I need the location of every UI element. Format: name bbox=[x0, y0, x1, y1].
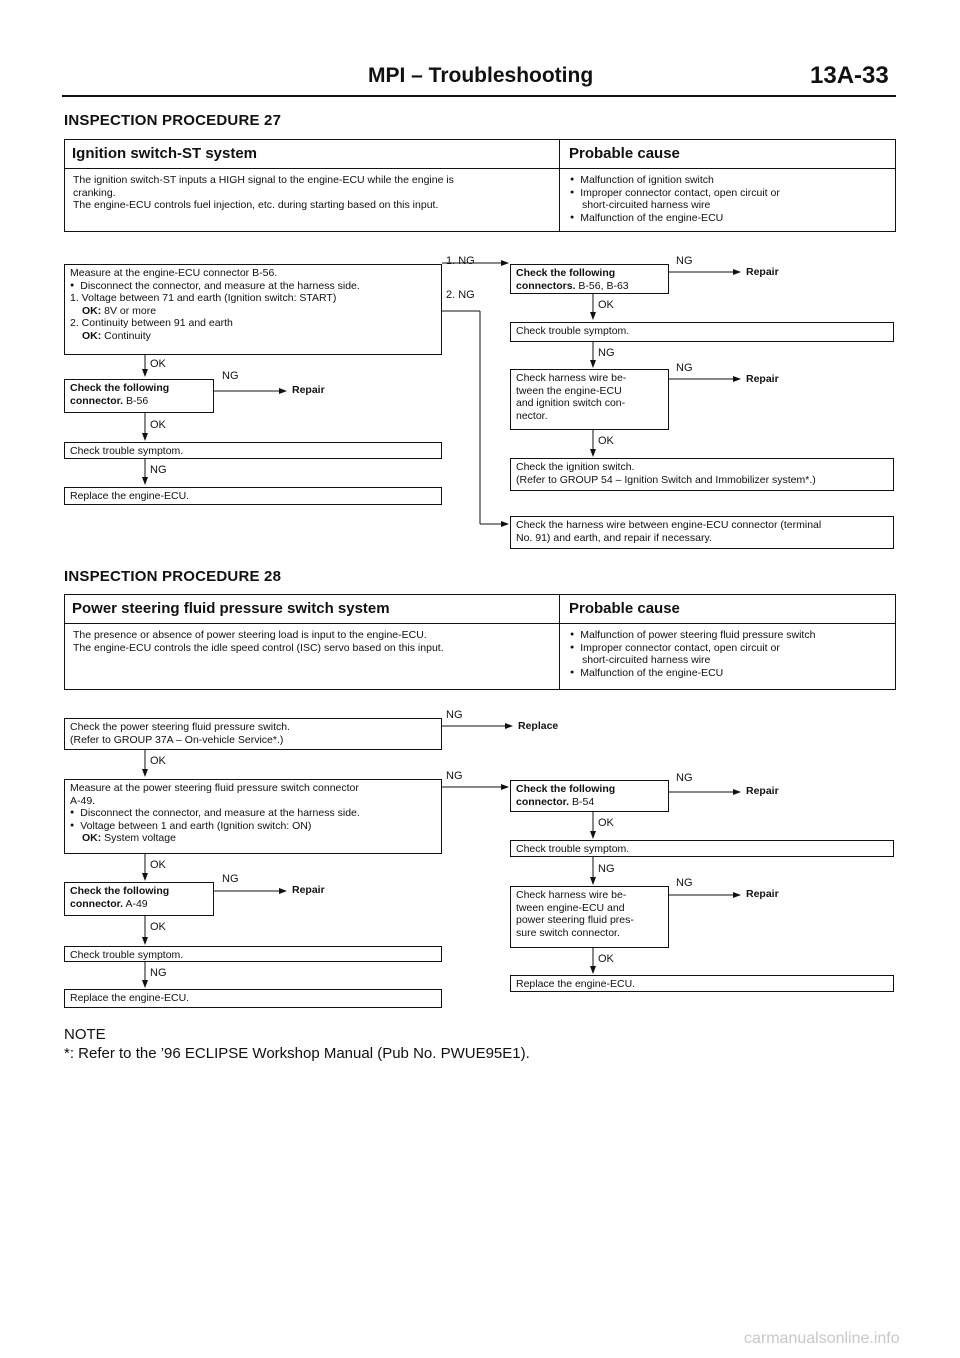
procedure-27-heading: INSPECTION PROCEDURE 27 bbox=[64, 112, 282, 129]
right-check-harness-28: Check harness wire be- tween engine-ECU and power steering fluid pres- sure switch connector. bbox=[510, 886, 669, 948]
replace-ecu-box-27: Replace the engine-ECU. bbox=[64, 487, 442, 505]
watermark: carmanualsonline.info bbox=[744, 1330, 900, 1347]
procedure-28-table bbox=[64, 594, 896, 690]
replace-ecu-box-28: Replace the engine-ECU. bbox=[64, 989, 442, 1008]
page-header-title: MPI – Troubleshooting bbox=[368, 64, 594, 87]
label-ng: NG bbox=[676, 772, 693, 784]
label-ok: OK bbox=[150, 755, 166, 767]
repair-label: Repair bbox=[746, 373, 779, 385]
right-check-harness-27: Check harness wire be- tween the engine-ECU and ignition switch con- nector. bbox=[510, 369, 669, 430]
repair-label: Repair bbox=[292, 884, 325, 896]
label-ok: OK bbox=[150, 419, 166, 431]
label-ng: NG bbox=[446, 770, 463, 782]
label-ng-1: 1. NG bbox=[446, 255, 475, 267]
label-ok: OK bbox=[598, 817, 614, 829]
label-ng: NG bbox=[446, 709, 463, 721]
cause-title: Probable cause bbox=[569, 600, 680, 617]
label-ng: NG bbox=[598, 347, 615, 359]
check-trouble-box-28: Check trouble symptom. bbox=[64, 946, 442, 962]
repair-label: Repair bbox=[746, 785, 779, 797]
procedure-27-table bbox=[64, 139, 896, 232]
system-title: Ignition switch-ST system bbox=[72, 145, 258, 162]
procedure-28-heading: INSPECTION PROCEDURE 28 bbox=[64, 568, 282, 585]
note-title: NOTE bbox=[64, 1026, 106, 1043]
system-description: The ignition switch-ST inputs a HIGH signal to the engine-ECU while the engine is cranking. The engine-ECU controls fuel injection, etc. during starting based on this input. bbox=[73, 174, 454, 211]
system-description: The presence or absence of power steering load is input to the engine-ECU. The engine-ECU controls the idle speed control (ISC) servo based on this input. bbox=[73, 629, 444, 654]
label-ng-2: 2. NG bbox=[446, 289, 475, 301]
repair-label: Repair bbox=[746, 888, 779, 900]
check-psw-box-28: Check the power steering fluid pressure switch. (Refer to GROUP 37A – On-vehicle Service*.) bbox=[64, 718, 442, 750]
label-ok: OK bbox=[150, 921, 166, 933]
cause-list: ● Malfunction of ignition switch ● Improper connector contact, open circuit or short-circuited harness wire ● Malfunction of the engine-ECU bbox=[570, 174, 890, 224]
label-ok: OK bbox=[598, 299, 614, 311]
label-ng: NG bbox=[222, 873, 239, 885]
cause-title: Probable cause bbox=[569, 145, 680, 162]
right-check-trouble-28: Check trouble symptom. bbox=[510, 840, 894, 857]
page-number: 13A-33 bbox=[810, 62, 889, 89]
system-title: Power steering fluid pressure switch system bbox=[72, 600, 390, 617]
check-connector-box-27: Check the following connector. B-56 bbox=[64, 379, 214, 413]
label-ok: OK bbox=[150, 859, 166, 871]
right-check-harness-final-27: Check the harness wire between engine-ECU connector (terminal No. 91) and earth, and repair if necessary. bbox=[510, 516, 894, 549]
label-ng: NG bbox=[676, 255, 693, 267]
label-ok: OK bbox=[598, 953, 614, 965]
right-replace-ecu-28: Replace the engine-ECU. bbox=[510, 975, 894, 992]
repair-label: Repair bbox=[292, 384, 325, 396]
label-ng: NG bbox=[222, 370, 239, 382]
measure-box-27: Measure at the engine-ECU connector B-56. ● Disconnect the connector, and measure at the harness side. 1. Voltage between 71 and earth (Ignition switch: START) OK: 8V or more 2. Continuity between 91 and earth OK: Continuity bbox=[64, 264, 442, 355]
check-trouble-box-27: Check trouble symptom. bbox=[64, 442, 442, 459]
label-ok: OK bbox=[150, 358, 166, 370]
right-check-ignition-27: Check the ignition switch. (Refer to GROUP 54 – Ignition Switch and Immobilizer system*.) bbox=[510, 458, 894, 491]
label-ok: OK bbox=[598, 435, 614, 447]
cause-list: ● Malfunction of power steering fluid pressure switch ● Improper connector contact, open circuit or short-circuited harness wire ● Malfunction of the engine-ECU bbox=[570, 629, 890, 679]
check-connector-box-28: Check the following connector. A-49 bbox=[64, 882, 214, 916]
note-text: *: Refer to the ’96 ECLIPSE Workshop Manual (Pub No. PWUE95E1). bbox=[64, 1045, 530, 1062]
repair-label: Repair bbox=[746, 266, 779, 278]
right-check-connectors-27: Check the following connectors. B-56, B-63 bbox=[510, 264, 669, 294]
label-ng: NG bbox=[676, 877, 693, 889]
right-check-connector-28: Check the following connector. B-54 bbox=[510, 780, 669, 812]
label-ng: NG bbox=[150, 464, 167, 476]
label-ng: NG bbox=[598, 863, 615, 875]
label-ng: NG bbox=[150, 967, 167, 979]
right-check-trouble-27: Check trouble symptom. bbox=[510, 322, 894, 342]
measure-box-28: Measure at the power steering fluid pressure switch connector A-49. ● Disconnect the connector, and measure at the harness side. ● Voltage between 1 and earth (Ignition switch: ON) OK: System voltage bbox=[64, 779, 442, 854]
label-ng: NG bbox=[676, 362, 693, 374]
replace-label: Replace bbox=[518, 720, 559, 732]
